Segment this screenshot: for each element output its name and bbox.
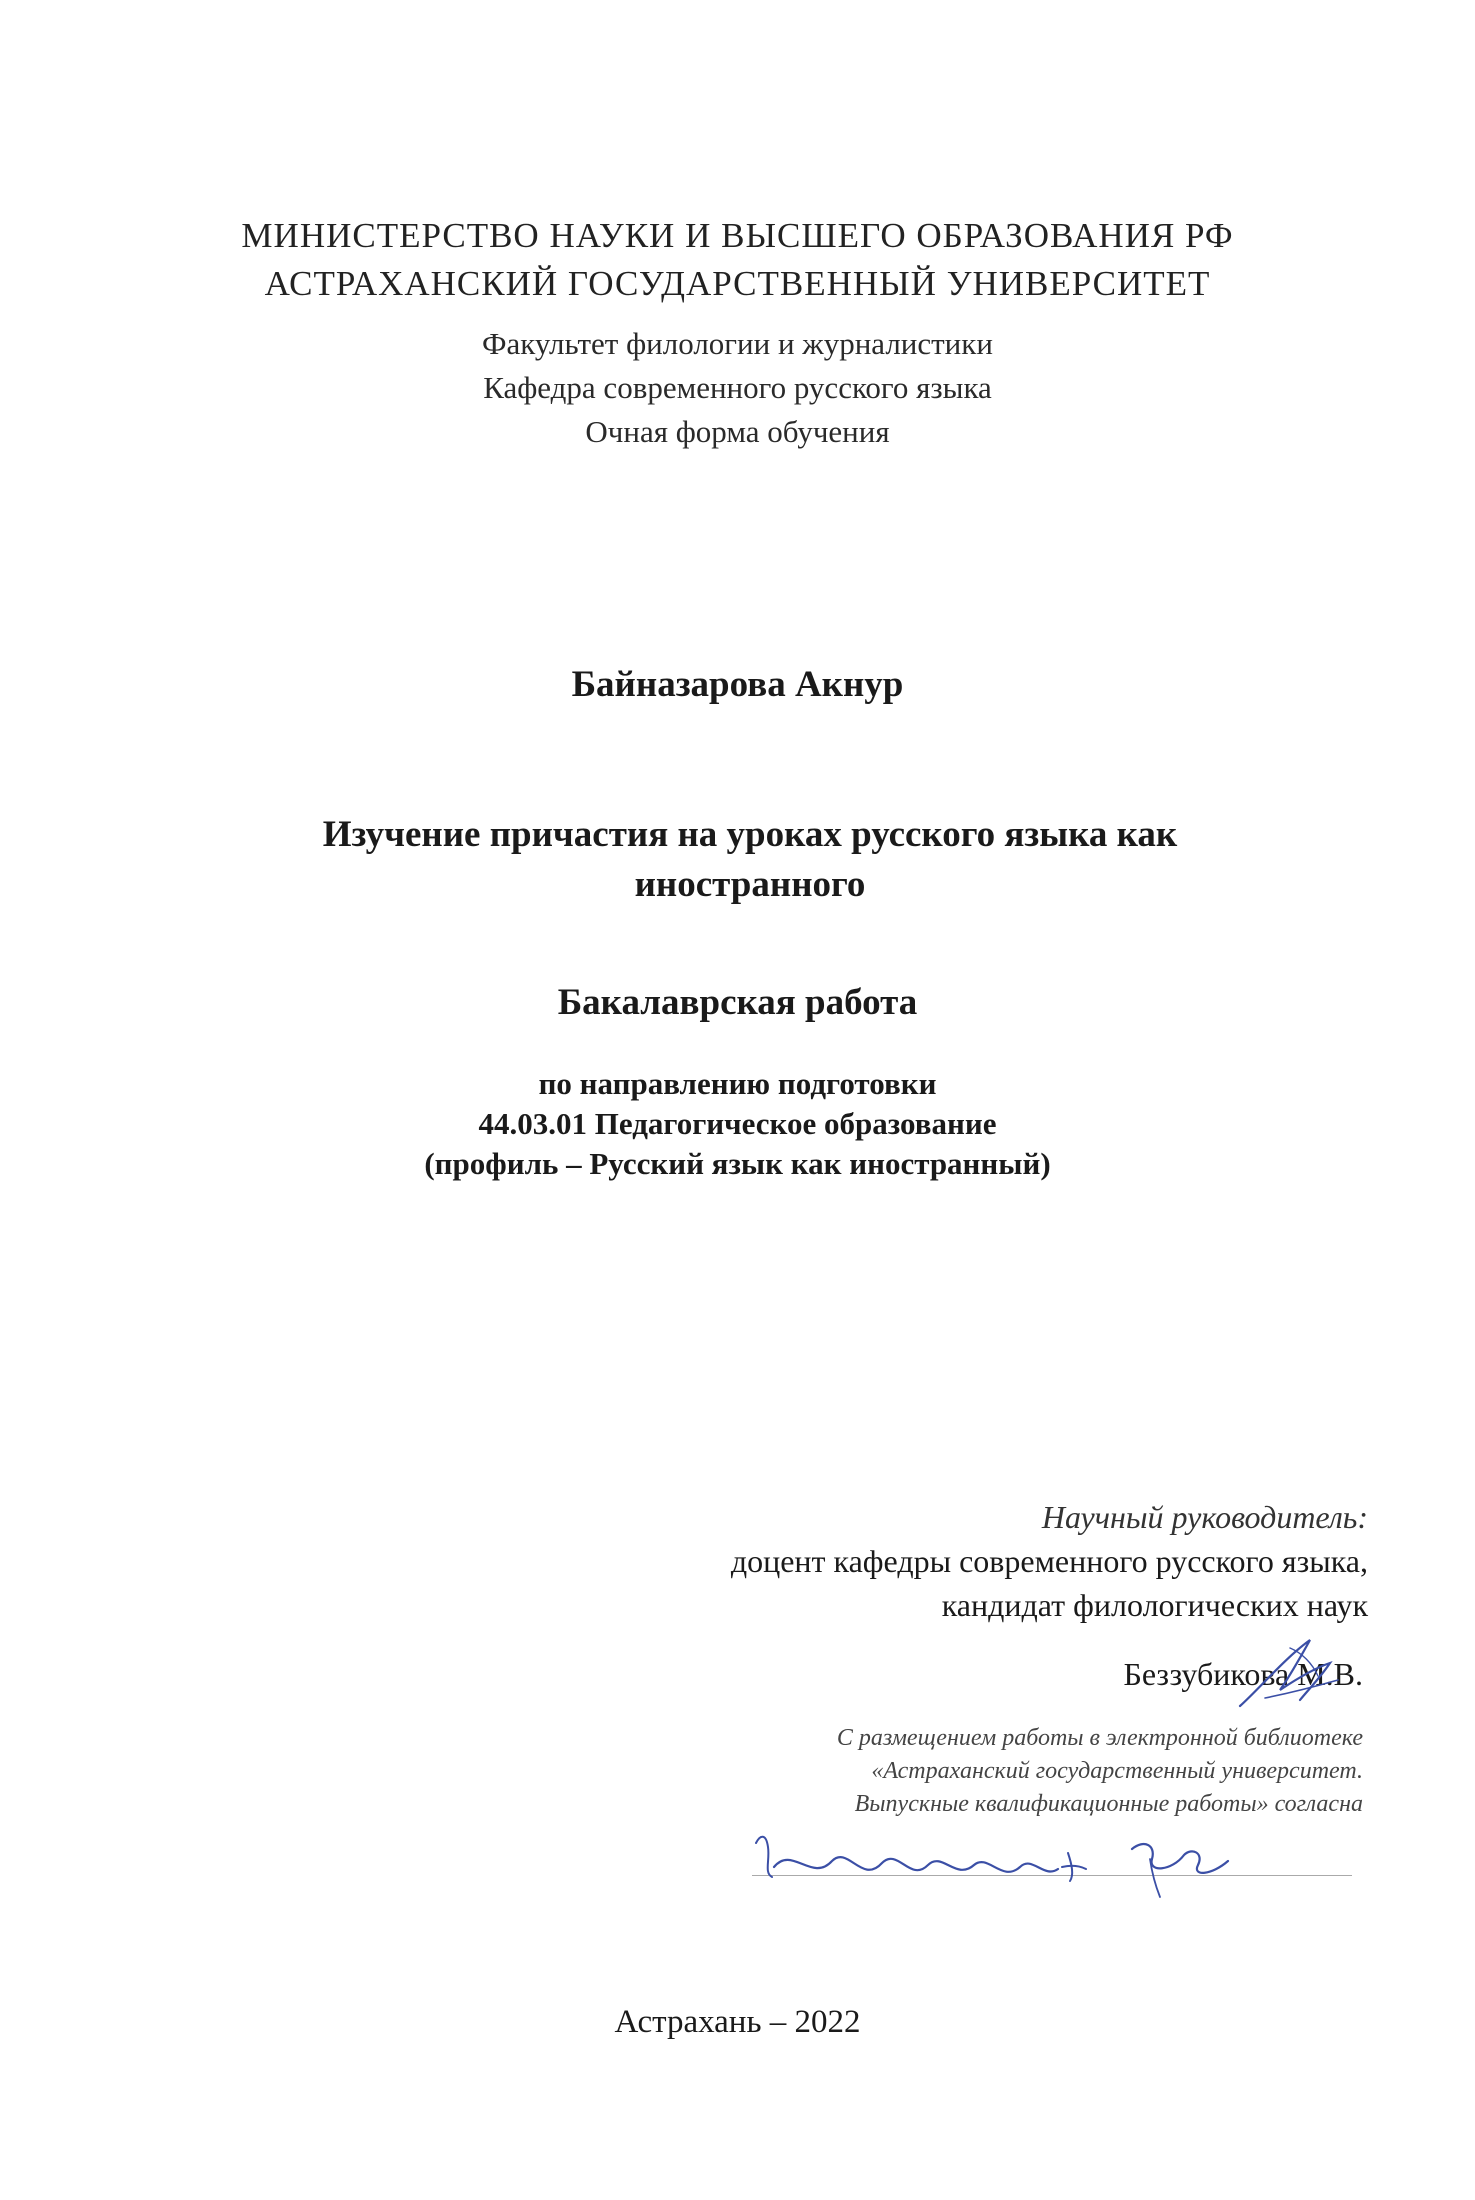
- direction-profile: (профиль – Русский язык как иностранный): [424, 1146, 1051, 1181]
- city-year: Астрахань – 2022: [614, 2004, 861, 2040]
- direction-code: 44.03.01 Педагогическое образование: [478, 1106, 997, 1141]
- work-type: Бакалаврская работа: [557, 982, 918, 1023]
- consent-line: «Астраханский государственный университет.: [871, 1758, 1363, 1784]
- supervisor-signature: [1230, 1628, 1350, 1723]
- faculty-block: [0, 322, 1475, 454]
- supervisor-name: Беззубикова М.В.: [1123, 1656, 1363, 1692]
- library-consent: [837, 1722, 1363, 1821]
- supervisor-block: [731, 1495, 1368, 1627]
- direction-caption: по направлению подготовки: [538, 1066, 937, 1101]
- ministry-header: [0, 212, 1475, 308]
- thesis-title-line: Изучение причастия на уроках русского языка как: [322, 814, 1178, 855]
- supervisor-degree: кандидат филологических наук: [941, 1587, 1368, 1623]
- thesis-title: [250, 810, 1250, 910]
- thesis-title-line: иностранного: [634, 864, 866, 905]
- student-signature: [752, 1825, 1272, 1900]
- direction-block: [0, 1064, 1475, 1184]
- ministry-name: МИНИСТЕРСТВО НАУКИ И ВЫСШЕГО ОБРАЗОВАНИЯ РФ: [241, 216, 1234, 255]
- faculty-name: Факультет филологии и журналистики: [482, 326, 993, 361]
- supervisor-position: доцент кафедры современного русского языка,: [730, 1543, 1368, 1579]
- supervisor-caption: Научный руководитель:: [1041, 1499, 1368, 1535]
- author-name: Байназарова Акнур: [571, 664, 904, 705]
- university-name: АСТРАХАНСКИЙ ГОСУДАРСТВЕННЫЙ УНИВЕРСИТЕТ: [264, 264, 1211, 303]
- study-form: Очная форма обучения: [585, 414, 890, 449]
- consent-line: С размещением работы в электронной библиотеке: [836, 1725, 1363, 1751]
- department-name: Кафедра современного русского языка: [483, 370, 992, 405]
- consent-line: Выпускные квалификационные работы» согласна: [854, 1791, 1363, 1817]
